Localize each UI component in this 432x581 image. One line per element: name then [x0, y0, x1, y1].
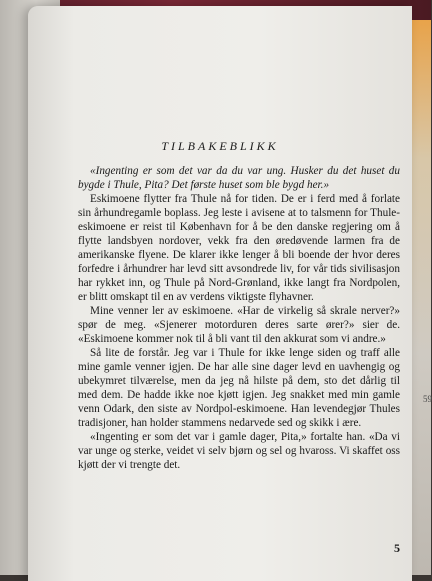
chapter-title: TILBAKEBLIKK: [161, 139, 279, 153]
adjacent-page-number: 59: [423, 394, 432, 404]
page-number: 5: [394, 541, 400, 555]
paragraph: Mine venner ler av eskimoene. «Har de virkelig så skrale nerver?» spør de meg. «Sjenerer motorduren deres sarte ører?» sier de. «Eskimoene kommer nok til å bli vant til den akkurat som vi andre.»: [78, 305, 400, 345]
paragraph: Så lite de forstår. Jeg var i Thule for ikke lenge siden og traff alle mine gamle venner igjen. De har alle sine dager levd en uavhengig og ubekymret tilværelse, men da jeg nå hilste på dem, sto det dårlig til med dem. De hadde ikke noe kjøtt igjen. Jeg snakket med min gamle venn Odark, den siste av Nordpol-eskimoene. Han levendegjør Thules tradisjoner, han holder stammens nedarvede sed og skikk i ære.: [78, 347, 400, 429]
body-text: [78, 164, 400, 472]
paragraph: «Ingenting er som det var i gamle dager, Pita,» fortalte han. «Da vi var unge og sterke, veidet vi selv bjørn og sel og hvaross. Vi skaffet oss kjøtt der vi trengte det.: [78, 431, 400, 471]
paragraph: Eskimoene flytter fra Thule nå for tiden. De er i ferd med å forlate sin århundregamle boplass. Jeg leste i avisene at to talsmenn for Thule-eskimoene er reist til København for å be den danske regjering om å flytte landsbyen nordover, vekk fra den øredøvende larmen fra de amerikanske flyene. De klarer ikke lenger å bli boende der hvor deres forfedre i århundrer har levd sitt avsondrede liv, for vår tids sivilisasjon har rykket inn, og Thule på Nord-Grønland, ikke langt fra Nordpolen, er blitt omskapt til en av verdens viktigste flyhavner.: [78, 193, 400, 303]
book-page: [28, 6, 412, 581]
paragraph-intro: «Ingenting er som det var da du var ung. Husker du det huset du bygde i Thule, Pita? Det første huset som ble bygd her.»: [78, 165, 400, 191]
